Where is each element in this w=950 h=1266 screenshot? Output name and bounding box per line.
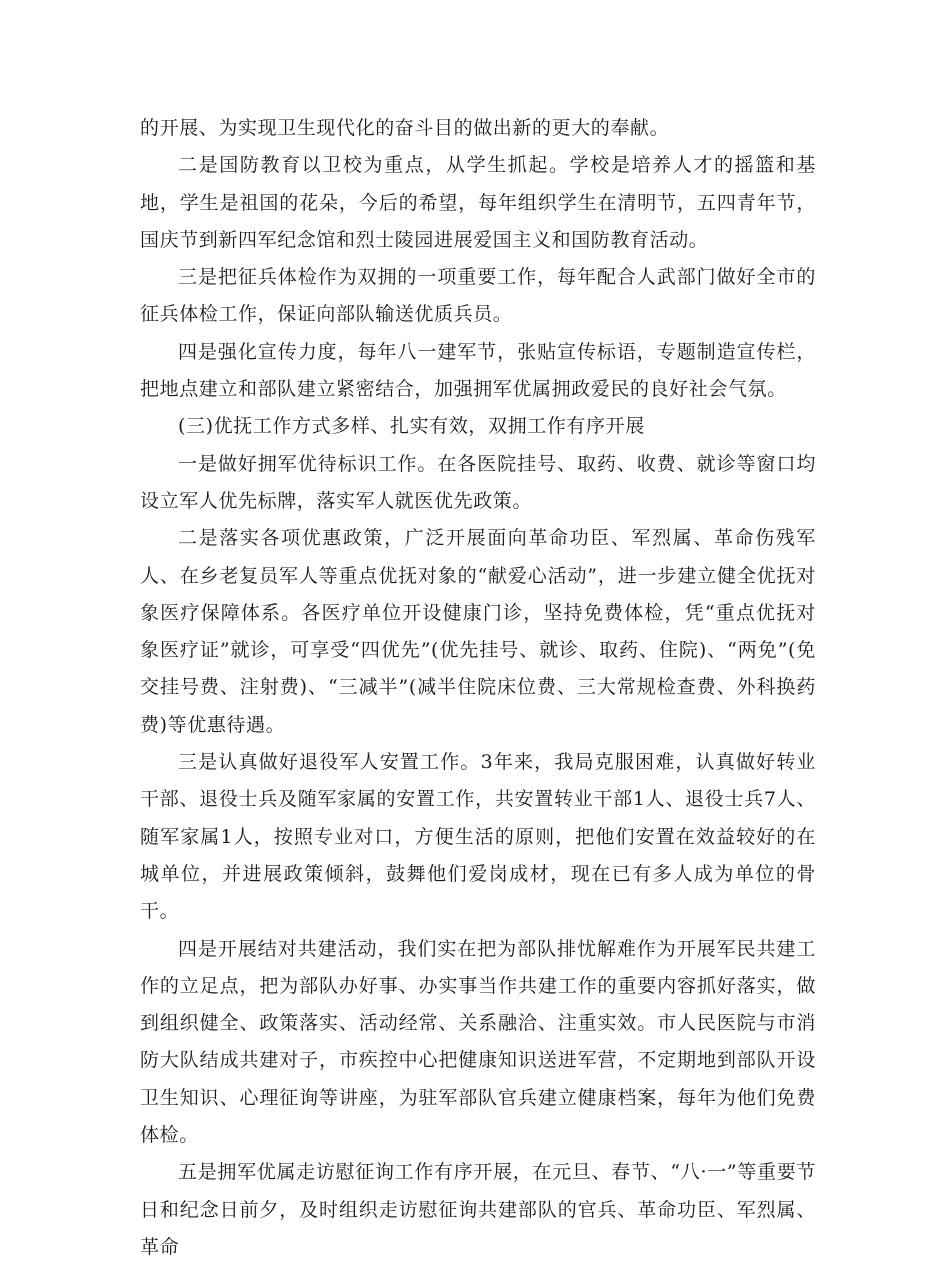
section-heading-3: (三)优抚工作方式多样、扎实有效，双拥工作有序开展 [178,415,645,438]
document-body [140,110,816,1266]
paragraph-joint-construction: 四是开展结对共建活动，我们实在把为部队排忧解难作为开展军民共建工作的立足点，把为部队办好事、办实事当作共建工作的重要内容抓好落实，做到组织健全、政策落实、活动经常、关系融洽、注重实效。市人民医院与市消防大队结成共建对子，市疾控中心把健康知识送进军营，不定期地到部队开设卫生知识、心理征询等讲座，为驻军部队官兵建立健康档案，每年为他们免费体检。 [140,937,816,1147]
paragraph-conscription-exam: 三是把征兵体检作为双拥的一项重要工作，每年配合人武部门做好全市的征兵体检工作，保证向部队输送优质兵员。 [140,266,816,326]
paragraph-visits: 五是拥军优属走访慰征询工作有序开展，在元旦、春节、“八·一”等重要节日和纪念日前夕，及时组织走访慰征询共建部队的官兵、革命功臣、军烈属、革命 [140,1161,816,1258]
paragraph-publicity: 四是强化宣传力度，每年八一建军节，张贴宣传标语，专题制造宣传栏，把地点建立和部队建立紧密结合，加强拥军优属拥政爱民的良好社会气氛。 [140,340,816,401]
paragraph-veteran-placement: 三是认真做好退役军人安置工作。3年来，我局克服困难，认真做好转业干部、退役士兵及随军家属的安置工作，共安置转业干部1人、退役士兵7人、随军家属1人，按照专业对口，方便生活的原则，把他们安置在效益较好的在城单位，并进展政策倾斜，鼓舞他们爱岗成材，现在已有多人成为单位的骨干。 [140,751,816,923]
paragraph-priority-signs: 一是做好拥军优待标识工作。在各医院挂号、取药、收费、就诊等窗口均设立军人优先标牌，落实军人就医优先政策。 [140,452,816,512]
paragraph-national-defense-education: 二是国防教育以卫校为重点，从学生抓起。学校是培养人才的摇篮和基地，学生是祖国的花朵，今后的希望，每年组织学生在清明节，五四青年节，国庆节到新四军纪念馆和烈士陵园进展爱国主义和国防教育活动。 [140,154,816,251]
paragraph-continued: 的开展、为实现卫生现代化的奋斗目的做出新的更大的奉献。 [140,117,670,139]
paragraph-preferential-policies: 二是落实各项优惠政策，广泛开展面向革命功臣、军烈属、革命伤残军人、在乡老复员军人等重点优抚对象的“献爱心活动”，进一步建立健全优抚对象医疗保障体系。各医疗单位开设健康门诊，坚持免费体检，凭“重点优抚对象医疗证”就诊，可享受“四优先”(优先挂号、就诊、取药、住院)、“两免”(免交挂号费、注射费)、“三减半”(减半住院床位费、三大常规检查费、外科换药费)等优惠待遇。 [140,527,816,736]
